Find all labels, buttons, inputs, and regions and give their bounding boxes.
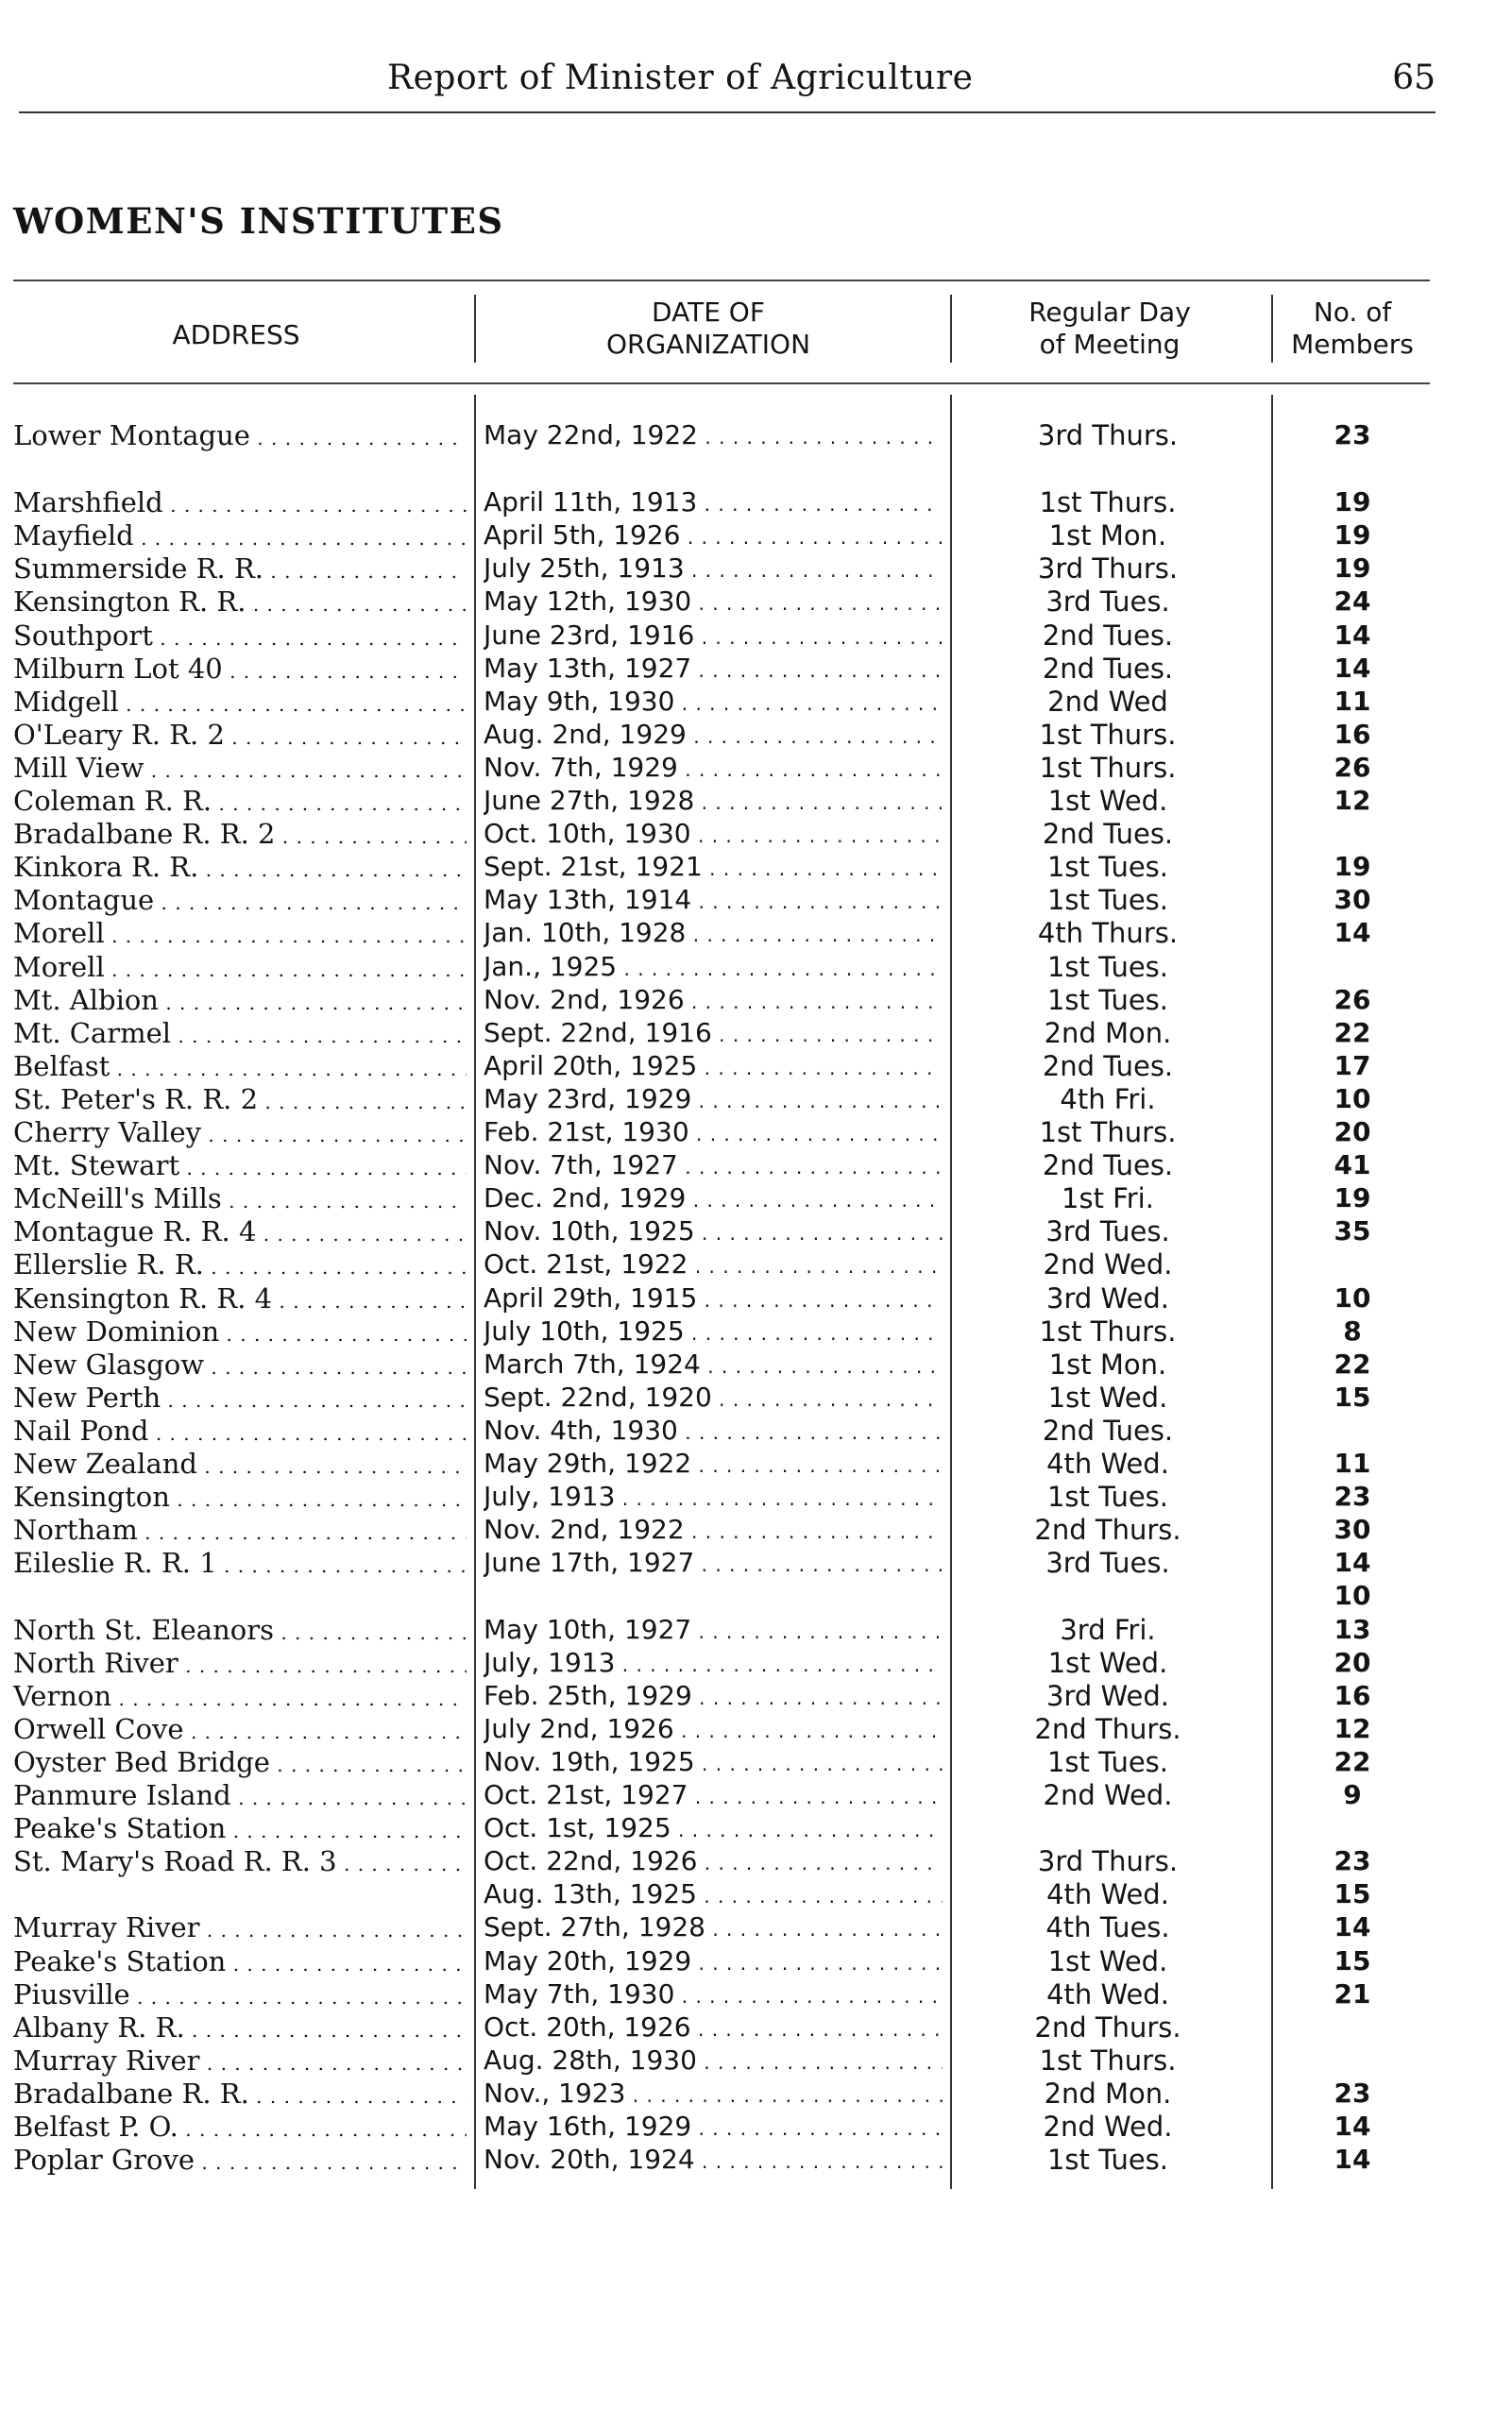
meeting-day-cell: 4th Wed. bbox=[1046, 1978, 1169, 2010]
meeting-day-cell: 1st Wed. bbox=[1047, 1945, 1168, 1977]
organization-date-cell: Oct. 22nd, 1926 . . . bbox=[484, 1845, 943, 1879]
meeting-day-cell: 1st Wed. bbox=[1047, 1647, 1168, 1679]
members-cell: 12 bbox=[1334, 1713, 1371, 1744]
meeting-day-cell: 1st Tues. bbox=[1046, 951, 1168, 983]
members-cell: 23 bbox=[1334, 419, 1371, 450]
table-row bbox=[0, 1945, 1436, 1977]
meeting-day-cell: 1st Thurs. bbox=[1039, 1315, 1177, 1348]
column-header-address bbox=[142, 319, 331, 351]
organization-date-cell: Oct. 21st, 1927 . . . bbox=[484, 1779, 943, 1813]
address-cell: Peake's Station . . . bbox=[13, 1812, 467, 1847]
meeting-day-cell: 1st Tues. bbox=[1046, 1481, 1168, 1513]
table-row bbox=[0, 1315, 1436, 1348]
address-cell: Piusville . . . bbox=[13, 1978, 467, 2013]
organization-date-cell: Sept. 27th, 1928 . . . bbox=[484, 1911, 943, 1945]
table-row bbox=[0, 686, 1436, 718]
address-cell: Cherry Valley . . . bbox=[13, 1116, 467, 1151]
table-row bbox=[0, 519, 1436, 551]
table-row bbox=[0, 1050, 1436, 1082]
members-cell: 15 bbox=[1334, 1945, 1371, 1976]
organization-date-cell: July 2nd, 1926 . . . bbox=[484, 1713, 943, 1747]
address-cell: Bradalbane R. R. . . . bbox=[13, 2078, 467, 2112]
organization-date-cell: April 29th, 1915 . . . bbox=[484, 1282, 943, 1316]
organization-date-cell: Sept. 21st, 1921 . . . bbox=[484, 851, 943, 885]
organization-date-cell: May 29th, 1922 . . . bbox=[484, 1448, 943, 1482]
table-row bbox=[0, 1746, 1436, 1778]
organization-date-cell: Jan. 10th, 1928 . . . bbox=[484, 917, 943, 951]
table-row bbox=[0, 984, 1436, 1016]
organization-date-cell: May 13th, 1914 . . . bbox=[484, 884, 943, 918]
address-cell: Murray River . . . bbox=[13, 1911, 467, 1946]
members-cell: 24 bbox=[1334, 585, 1371, 617]
members-cell: 9 bbox=[1343, 1779, 1362, 1810]
table-row bbox=[0, 851, 1436, 883]
running-head bbox=[19, 55, 1436, 113]
address-cell: Mt. Albion . . . bbox=[13, 984, 467, 1019]
section-heading: WOMEN'S INSTITUTES bbox=[13, 200, 504, 242]
address-cell: Albany R. R. . . . bbox=[13, 2011, 467, 2046]
address-cell: New Perth . . . bbox=[13, 1382, 467, 1417]
address-cell: Vernon . . . bbox=[13, 1680, 467, 1715]
address-cell: St. Peter's R. R. 2 . . . bbox=[13, 1083, 467, 1118]
table-row bbox=[0, 1514, 1436, 1546]
column-header-date-line1: DATE OF bbox=[652, 297, 765, 328]
members-cell: 23 bbox=[1334, 1481, 1371, 1512]
members-cell: 30 bbox=[1334, 884, 1371, 915]
organization-date-cell: May 16th, 1929 . . . bbox=[484, 2111, 943, 2145]
members-cell: 35 bbox=[1334, 1215, 1371, 1247]
members-cell: 19 bbox=[1334, 486, 1371, 517]
members-cell: 23 bbox=[1334, 2078, 1371, 2109]
organization-date-cell: July 25th, 1913 . . . bbox=[484, 552, 943, 586]
table-row bbox=[0, 1215, 1436, 1247]
header-divider-2 bbox=[950, 295, 952, 363]
address-cell: Bradalbane R. R. 2 . . . bbox=[13, 818, 467, 853]
meeting-day-cell: 3rd Fri. bbox=[1060, 1614, 1156, 1646]
address-cell: Oyster Bed Bridge . . . bbox=[13, 1746, 467, 1781]
members-cell: 22 bbox=[1334, 1746, 1371, 1777]
members-cell: 11 bbox=[1334, 1448, 1371, 1479]
address-cell: O'Leary R. R. 2 . . . bbox=[13, 719, 467, 754]
table-row bbox=[0, 1978, 1436, 2010]
meeting-day-cell: 1st Wed. bbox=[1047, 785, 1168, 817]
members-cell: 13 bbox=[1334, 1614, 1371, 1645]
members-cell: 20 bbox=[1334, 1647, 1371, 1678]
organization-date-cell: Aug. 28th, 1930 . . . bbox=[484, 2044, 943, 2078]
table-row bbox=[0, 1713, 1436, 1745]
table-row bbox=[0, 1282, 1436, 1315]
meeting-day-cell: 3rd Thurs. bbox=[1037, 552, 1179, 585]
meeting-day-cell: 4th Tues. bbox=[1045, 1911, 1170, 1943]
meeting-day-cell: 2nd Tues. bbox=[1042, 619, 1174, 652]
meeting-day-cell: 1st Thurs. bbox=[1039, 486, 1177, 518]
address-cell: Montague . . . bbox=[13, 884, 467, 919]
meeting-day-cell: 4th Fri. bbox=[1060, 1083, 1156, 1115]
meeting-day-cell: 3rd Tues. bbox=[1045, 1547, 1170, 1579]
meeting-day-cell: 4th Wed. bbox=[1046, 1878, 1169, 1910]
address-cell: Lower Montague . . . bbox=[13, 419, 467, 454]
table-row bbox=[0, 884, 1436, 916]
members-cell: 22 bbox=[1334, 1017, 1371, 1048]
table-row bbox=[0, 917, 1436, 949]
meeting-day-cell: 1st Thurs. bbox=[1039, 2044, 1177, 2077]
address-cell: Mt. Carmel . . . bbox=[13, 1017, 467, 1052]
address-cell: New Zealand . . . bbox=[13, 1448, 467, 1483]
organization-date-cell: Nov. 2nd, 1922 . . . bbox=[484, 1514, 943, 1548]
meeting-day-cell: 1st Thurs. bbox=[1039, 752, 1177, 784]
members-cell: 14 bbox=[1334, 1911, 1371, 1942]
organization-date-cell: May 13th, 1927 . . . bbox=[484, 653, 943, 687]
meeting-day-cell: 2nd Thurs. bbox=[1034, 1713, 1181, 1745]
meeting-day-cell: 4th Thurs. bbox=[1037, 917, 1179, 949]
members-cell: 14 bbox=[1334, 917, 1371, 948]
meeting-day-cell: 1st Mon. bbox=[1048, 1349, 1167, 1381]
address-cell: Mill View . . . bbox=[13, 752, 467, 787]
table-row bbox=[0, 1911, 1436, 1943]
address-cell: Kensington . . . bbox=[13, 1481, 467, 1516]
organization-date-cell: April 11th, 1913 . . . bbox=[484, 486, 943, 520]
table-row bbox=[0, 552, 1436, 585]
address-cell: Milburn Lot 40 . . . bbox=[13, 653, 467, 687]
table-row bbox=[0, 818, 1436, 850]
address-cell: Belfast P. O. . . . bbox=[13, 2111, 467, 2146]
members-cell: 12 bbox=[1334, 785, 1371, 816]
address-cell: Mayfield . . . bbox=[13, 519, 467, 554]
address-cell: Kinkora R. R. . . . bbox=[13, 851, 467, 886]
table-row bbox=[0, 719, 1436, 751]
table-row bbox=[0, 752, 1436, 784]
address-cell: Mt. Stewart . . . bbox=[13, 1149, 467, 1184]
page-number: 65 bbox=[1392, 59, 1436, 97]
column-header-date bbox=[510, 297, 907, 361]
address-cell: New Dominion . . . bbox=[13, 1315, 467, 1350]
address-cell: St. Mary's Road R. R. 3 . . . bbox=[13, 1845, 467, 1880]
table-row bbox=[0, 1812, 1436, 1844]
table-row bbox=[0, 1017, 1436, 1049]
organization-date-cell: Oct. 21st, 1922 . . . bbox=[484, 1248, 943, 1282]
members-cell: 26 bbox=[1334, 984, 1371, 1015]
header-divider-1 bbox=[474, 295, 476, 363]
members-cell: 15 bbox=[1334, 1878, 1371, 1909]
organization-date-cell: July, 1913 . . . bbox=[484, 1647, 943, 1681]
table-row bbox=[0, 1116, 1436, 1148]
address-cell: Marshfield . . . bbox=[13, 486, 467, 521]
organization-date-cell: Nov. 19th, 1925 . . . bbox=[484, 1746, 943, 1780]
members-cell: 41 bbox=[1334, 1149, 1371, 1180]
address-cell: Eileslie R. R. 1 . . . bbox=[13, 1547, 467, 1582]
organization-date-cell: Nov. 7th, 1929 . . . bbox=[484, 752, 943, 786]
column-header-day-line2: of Meeting bbox=[1039, 329, 1181, 360]
meeting-day-cell: 1st Tues. bbox=[1046, 2144, 1168, 2176]
organization-date-cell: Nov. 7th, 1927 . . . bbox=[484, 1149, 943, 1183]
members-cell: 16 bbox=[1334, 1680, 1371, 1711]
organization-date-cell: May 9th, 1930 . . . bbox=[484, 686, 943, 720]
table-row bbox=[0, 2144, 1436, 2176]
organization-date-cell: July, 1913 . . . bbox=[484, 1481, 943, 1515]
organization-date-cell: Sept. 22nd, 1916 . . . bbox=[484, 1017, 943, 1051]
meeting-day-cell: 1st Tues. bbox=[1046, 1746, 1168, 1778]
column-header-members bbox=[1277, 297, 1428, 361]
address-cell: McNeill's Mills . . . bbox=[13, 1182, 467, 1217]
organization-date-cell: Aug. 13th, 1925 . . . bbox=[484, 1878, 943, 1912]
organization-date-cell: Aug. 2nd, 1929 . . . bbox=[484, 719, 943, 753]
organization-date-cell: Oct. 20th, 1926 . . . bbox=[484, 2011, 943, 2045]
meeting-day-cell: 2nd Thurs. bbox=[1034, 2011, 1181, 2044]
column-header-date-line2: ORGANIZATION bbox=[605, 329, 811, 360]
organization-date-cell: Nov. 10th, 1925 . . . bbox=[484, 1215, 943, 1249]
table-row bbox=[0, 486, 1436, 518]
organization-date-cell: March 7th, 1924 . . . bbox=[484, 1349, 943, 1383]
table-row bbox=[0, 2078, 1436, 2110]
address-cell: Ellerslie R. R. . . . bbox=[13, 1248, 467, 1283]
meeting-day-cell: 1st Tues. bbox=[1046, 984, 1168, 1016]
table-row bbox=[0, 1149, 1436, 1181]
meeting-day-cell: 2nd Tues. bbox=[1042, 653, 1174, 685]
table-row bbox=[0, 1547, 1436, 1579]
table-row bbox=[0, 1415, 1436, 1447]
meeting-day-cell: 2nd Mon. bbox=[1044, 2078, 1172, 2110]
members-cell: 14 bbox=[1334, 653, 1371, 684]
table-row bbox=[0, 785, 1436, 817]
column-header-day-line1: Regular Day bbox=[1028, 297, 1191, 328]
members-cell: 17 bbox=[1334, 1050, 1371, 1081]
members-cell: 22 bbox=[1334, 1349, 1371, 1380]
address-cell: Nail Pond . . . bbox=[13, 1415, 467, 1450]
meeting-day-cell: 2nd Wed. bbox=[1043, 1779, 1173, 1811]
address-cell: Morell . . . bbox=[13, 951, 467, 986]
members-cell: 26 bbox=[1334, 752, 1371, 783]
organization-date-cell: May 20th, 1929 . . . bbox=[484, 1945, 943, 1979]
address-cell: Southport . . . bbox=[13, 619, 467, 654]
address-cell: Midgell . . . bbox=[13, 686, 467, 721]
table-row bbox=[0, 653, 1436, 685]
organization-date-cell: Nov. 2nd, 1926 . . . bbox=[484, 984, 943, 1018]
address-cell: Summerside R. R. . . . bbox=[13, 552, 467, 587]
organization-date-cell: July 10th, 1925 . . . bbox=[484, 1315, 943, 1349]
organization-date-cell: June 17th, 1927 . . . bbox=[484, 1547, 943, 1581]
organization-date-cell: June 23rd, 1916 . . . bbox=[484, 619, 943, 653]
meeting-day-cell: 1st Thurs. bbox=[1039, 1116, 1177, 1148]
organization-date-cell: Nov. 4th, 1930 . . . bbox=[484, 1415, 943, 1449]
address-cell: Coleman R. R. . . . bbox=[13, 785, 467, 820]
table-row bbox=[0, 1779, 1436, 1811]
meeting-day-cell: 3rd Thurs. bbox=[1037, 419, 1179, 451]
organization-date-cell: May 22nd, 1922 . . . bbox=[484, 419, 943, 453]
members-cell: 14 bbox=[1334, 619, 1371, 651]
meeting-day-cell: 1st Wed. bbox=[1047, 1382, 1168, 1414]
organization-date-cell: Dec. 2nd, 1929 . . . bbox=[484, 1182, 943, 1216]
table-row bbox=[0, 2044, 1436, 2077]
members-cell: 19 bbox=[1334, 552, 1371, 584]
meeting-day-cell: 2nd Wed bbox=[1047, 686, 1168, 718]
column-header-members-line1: No. of bbox=[1313, 297, 1392, 328]
meeting-day-cell: 1st Tues. bbox=[1046, 884, 1168, 916]
meeting-day-cell: 2nd Tues. bbox=[1042, 1149, 1174, 1181]
organization-date-cell: May 10th, 1927 . . . bbox=[484, 1614, 943, 1648]
header-divider-3 bbox=[1271, 295, 1273, 363]
members-cell: 10 bbox=[1334, 1282, 1371, 1314]
organization-date-cell: May 7th, 1930 . . . bbox=[484, 1978, 943, 2012]
address-cell: Panmure Island . . . bbox=[13, 1779, 467, 1814]
members-cell: 8 bbox=[1343, 1315, 1362, 1347]
address-cell: Orwell Cove . . . bbox=[13, 1713, 467, 1748]
meeting-day-cell: 2nd Tues. bbox=[1042, 818, 1174, 850]
table-row bbox=[0, 1382, 1436, 1414]
address-cell: New Glasgow . . . bbox=[13, 1349, 467, 1383]
table-row bbox=[0, 1647, 1436, 1679]
table-row bbox=[0, 1248, 1436, 1281]
column-header-members-line2: Members bbox=[1291, 329, 1414, 360]
members-cell: 15 bbox=[1334, 1382, 1371, 1413]
table-row bbox=[0, 1182, 1436, 1214]
address-cell: Belfast . . . bbox=[13, 1050, 467, 1085]
members-cell: 19 bbox=[1334, 1182, 1371, 1213]
organization-date-cell: May 12th, 1930 . . . bbox=[484, 585, 943, 619]
table-row bbox=[0, 419, 1436, 451]
address-cell: Montague R. R. 4 . . . bbox=[13, 1215, 467, 1250]
table-row bbox=[0, 1614, 1436, 1646]
table-row bbox=[0, 2011, 1436, 2044]
organization-date-cell: Nov. 20th, 1924 . . . bbox=[484, 2144, 943, 2178]
table-row bbox=[0, 951, 1436, 983]
table-row bbox=[0, 1083, 1436, 1115]
organization-date-cell: April 20th, 1925 . . . bbox=[484, 1050, 943, 1084]
organization-date-cell: April 5th, 1926 . . . bbox=[484, 519, 943, 553]
meeting-day-cell: 2nd Tues. bbox=[1042, 1415, 1174, 1447]
members-cell: 10 bbox=[1334, 1580, 1371, 1611]
table-row bbox=[0, 1878, 1436, 1910]
members-cell: 23 bbox=[1334, 1845, 1371, 1876]
column-header-address-label: ADDRESS bbox=[172, 319, 300, 350]
meeting-day-cell: 2nd Wed. bbox=[1043, 1248, 1173, 1281]
members-cell: 19 bbox=[1334, 519, 1371, 551]
meeting-day-cell: 2nd Thurs. bbox=[1034, 1514, 1181, 1546]
meeting-day-cell: 2nd Wed. bbox=[1043, 2111, 1173, 2143]
members-cell: 14 bbox=[1334, 2111, 1371, 2142]
members-cell: 10 bbox=[1334, 1083, 1371, 1114]
organization-date-cell: Sept. 22nd, 1920 . . . bbox=[484, 1382, 943, 1416]
meeting-day-cell: 3rd Wed. bbox=[1046, 1680, 1169, 1712]
table-header-rule bbox=[13, 382, 1430, 384]
table-row bbox=[0, 1845, 1436, 1877]
organization-date-cell: May 23rd, 1929 . . . bbox=[484, 1083, 943, 1117]
meeting-day-cell: 1st Tues. bbox=[1046, 851, 1168, 883]
organization-date-cell: Feb. 25th, 1929 . . . bbox=[484, 1680, 943, 1714]
table-row bbox=[0, 585, 1436, 618]
members-cell: 21 bbox=[1334, 1978, 1371, 2010]
organization-date-cell: June 27th, 1928 . . . bbox=[484, 785, 943, 819]
meeting-day-cell: 4th Wed. bbox=[1046, 1448, 1169, 1480]
meeting-day-cell: 3rd Tues. bbox=[1045, 585, 1170, 618]
table-row bbox=[0, 1680, 1436, 1712]
address-cell: Poplar Grove . . . bbox=[13, 2144, 467, 2179]
meeting-day-cell: 2nd Tues. bbox=[1042, 1050, 1174, 1082]
members-cell: 30 bbox=[1334, 1514, 1371, 1545]
table-row bbox=[0, 619, 1436, 652]
organization-date-cell: Jan., 1925 . . . bbox=[484, 951, 943, 985]
address-cell: Kensington R. R. 4 . . . bbox=[13, 1282, 467, 1317]
members-cell: 14 bbox=[1334, 1547, 1371, 1578]
members-cell: 14 bbox=[1334, 2144, 1371, 2175]
table-row bbox=[0, 1448, 1436, 1480]
address-cell: Murray River . . . bbox=[13, 2044, 467, 2079]
organization-date-cell: Feb. 21st, 1930 . . . bbox=[484, 1116, 943, 1150]
meeting-day-cell: 1st Thurs. bbox=[1039, 719, 1177, 751]
meeting-day-cell: 3rd Thurs. bbox=[1037, 1845, 1179, 1877]
address-cell: North St. Eleanors . . . bbox=[13, 1614, 467, 1649]
address-cell: North River . . . bbox=[13, 1647, 467, 1682]
members-cell: 20 bbox=[1334, 1116, 1371, 1147]
address-cell: Peake's Station . . . bbox=[13, 1945, 467, 1980]
members-cell: 19 bbox=[1334, 851, 1371, 882]
organization-date-cell: Nov., 1923 . . . bbox=[484, 2078, 943, 2112]
table-row bbox=[0, 2111, 1436, 2143]
table-row bbox=[0, 1580, 1436, 1612]
table-top-rule bbox=[13, 280, 1430, 281]
members-cell: 11 bbox=[1334, 686, 1371, 717]
table-row bbox=[0, 1481, 1436, 1513]
address-cell: Kensington R. R. . . . bbox=[13, 585, 467, 620]
address-cell: Northam . . . bbox=[13, 1514, 467, 1549]
running-title: Report of Minister of Agriculture bbox=[387, 59, 974, 97]
members-cell: 16 bbox=[1334, 719, 1371, 750]
meeting-day-cell: 3rd Tues. bbox=[1045, 1215, 1170, 1247]
organization-date-cell: Oct. 10th, 1930 . . . bbox=[484, 818, 943, 852]
meeting-day-cell: 1st Fri. bbox=[1062, 1182, 1154, 1214]
table-row bbox=[0, 1349, 1436, 1381]
address-cell: Morell . . . bbox=[13, 917, 467, 952]
meeting-day-cell: 2nd Mon. bbox=[1044, 1017, 1172, 1049]
organization-date-cell: Oct. 1st, 1925 . . . bbox=[484, 1812, 943, 1846]
meeting-day-cell: 3rd Wed. bbox=[1046, 1282, 1169, 1315]
column-header-day bbox=[954, 297, 1266, 361]
meeting-day-cell: 1st Mon. bbox=[1048, 519, 1167, 551]
